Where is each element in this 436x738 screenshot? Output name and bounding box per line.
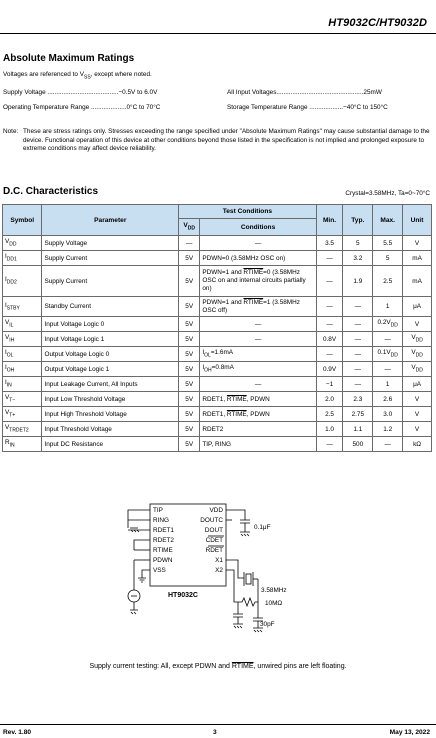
- cell-max: 1: [373, 297, 403, 317]
- table-row: [3, 392, 432, 407]
- cell-max: —: [373, 437, 403, 452]
- table-row: [3, 362, 432, 377]
- col-parameter: Parameter: [42, 205, 179, 236]
- cell-parameter: Supply Current: [42, 266, 179, 297]
- footer-date: May 13, 2022: [389, 729, 430, 736]
- col-conditions: Conditions: [200, 219, 316, 236]
- cell-unit: μA: [403, 377, 432, 392]
- abs-max-intro: Voltages are referenced to $V_{SS}$, except where noted.: [3, 71, 152, 81]
- table-row: [3, 297, 432, 317]
- cell-conditions: RDET1, RTIME, PDWN: [200, 392, 316, 407]
- cell-vdd: 5V: [179, 422, 200, 437]
- col-typ: Typ.: [343, 205, 373, 236]
- circuit-caption: Supply current testing: All, except PDWN and RTIME, unwired pins are left floating.: [89, 663, 347, 670]
- crystal-label: 3.58MHz: [261, 587, 287, 594]
- table-row: [3, 437, 432, 452]
- pin-tip: TIP: [153, 507, 163, 514]
- rating-input-voltages: All Input Voltages.................................................25mW: [227, 89, 382, 96]
- cell-min: 3.5: [316, 236, 343, 251]
- capacitor-icon: [240, 520, 250, 523]
- cell-unit: μA: [403, 297, 432, 317]
- cell-min: —: [316, 266, 343, 297]
- chip-name: HT9032C: [168, 592, 198, 599]
- cell-conditions: —: [200, 317, 316, 332]
- cell-symbol: $I_{STBY}$: [3, 297, 42, 317]
- header-rule: [0, 33, 436, 34]
- cell-vdd: 5V: [179, 347, 200, 362]
- cell-parameter: Input Voltage Logic 0: [42, 317, 179, 332]
- crystal-icon: [246, 574, 251, 584]
- cell-min: —: [316, 317, 343, 332]
- cell-conditions: —: [200, 377, 316, 392]
- table-row: [3, 317, 432, 332]
- pin-cdet: CDET: [205, 537, 223, 544]
- cell-conditions: RDET1, RTIME, PDWN: [200, 407, 316, 422]
- table-row: [3, 266, 432, 297]
- pin-x2: X2: [215, 567, 223, 574]
- cell-max: 1.2: [373, 422, 403, 437]
- cell-min: 2.0: [316, 392, 343, 407]
- cell-min: 0.9V: [316, 362, 343, 377]
- test-circuit-diagram: [120, 492, 320, 642]
- cell-conditions: $I_{OH}=0.8mA$: [200, 362, 316, 377]
- cell-vdd: 5V: [179, 437, 200, 452]
- table-row: [3, 377, 432, 392]
- cell-parameter: Output Voltage Logic 0: [42, 347, 179, 362]
- cell-symbol: $I_{DD1}$: [3, 251, 42, 266]
- cell-parameter: Input Threshold Voltage: [42, 422, 179, 437]
- cell-max: —: [373, 332, 403, 347]
- cell-max: —: [373, 362, 403, 377]
- pin-ring: RING: [153, 517, 169, 524]
- dc-heading: D.C. Characteristics: [3, 186, 99, 197]
- cell-conditions: PDWN=1 and RTIME=1 (3.58MHz OSC off): [200, 297, 316, 317]
- cell-unit: mA: [403, 251, 432, 266]
- cell-max: 5.5: [373, 236, 403, 251]
- cell-min: −1: [316, 377, 343, 392]
- pin-vss: VSS: [153, 567, 166, 574]
- cell-conditions: TIP, RING: [200, 437, 316, 452]
- capacitor-icon: [233, 614, 243, 617]
- cell-min: 1.0: [316, 422, 343, 437]
- pin-rdet: RDET: [205, 547, 223, 554]
- table-row: [3, 347, 432, 362]
- resistor-label: 10MΩ: [265, 600, 283, 607]
- cell-vdd: 5V: [179, 392, 200, 407]
- cell-unit: $V_{DD}$: [403, 332, 432, 347]
- table-row: [3, 332, 432, 347]
- col-min: Min.: [316, 205, 343, 236]
- wire-rdet2: [134, 540, 150, 550]
- ground-icon: [130, 602, 138, 614]
- cell-typ: —: [343, 362, 373, 377]
- wire-tip: [128, 510, 150, 528]
- cell-symbol: $I_{OH}$: [3, 362, 42, 377]
- cell-unit: $V_{DD}$: [403, 362, 432, 377]
- ground-icon: [138, 578, 146, 582]
- stress-note: [3, 128, 431, 154]
- cell-max: 2.5: [373, 266, 403, 297]
- cell-typ: —: [343, 297, 373, 317]
- cell-max: $0.1V_{DD}$: [373, 347, 403, 362]
- cell-min: —: [316, 297, 343, 317]
- cell-vdd: 5V: [179, 407, 200, 422]
- cell-unit: V: [403, 236, 432, 251]
- wire-x2: [226, 570, 238, 602]
- rating-supply-voltage: Supply Voltage ........................................−0.5V to 6.0V: [3, 89, 158, 96]
- rating-operating-temp: Operating Temperature Range ....................0°C to 70°C: [3, 104, 161, 111]
- cap2-label: 30pF: [260, 621, 275, 628]
- pin-rdet2: RDET2: [153, 537, 174, 544]
- cell-typ: —: [343, 317, 373, 332]
- pin-pdwn: PDWN: [153, 557, 173, 564]
- cell-symbol: $R_{IN}$: [3, 437, 42, 452]
- cell-unit: $V_{DD}$: [403, 347, 432, 362]
- pin-rtime: RTIME: [153, 547, 173, 554]
- cell-unit: mA: [403, 266, 432, 297]
- cell-typ: 2.3: [343, 392, 373, 407]
- cap-label: 0.1μF: [254, 524, 271, 531]
- cell-typ: 5: [343, 236, 373, 251]
- cell-unit: V: [403, 407, 432, 422]
- wire-x1: [226, 560, 244, 578]
- cell-symbol: $I_{DD2}$: [3, 266, 42, 297]
- cell-conditions: PDWN=0 (3.58MHz OSC on): [200, 251, 316, 266]
- cell-typ: 3.2: [343, 251, 373, 266]
- cell-min: 2.5: [316, 407, 343, 422]
- cell-conditions: —: [200, 236, 316, 251]
- cell-vdd: 5V: [179, 317, 200, 332]
- cell-parameter: Input High Threshold Voltage: [42, 407, 179, 422]
- cell-max: 2.6: [373, 392, 403, 407]
- col-max: Max.: [373, 205, 403, 236]
- col-unit: Unit: [403, 205, 432, 236]
- col-symbol: Symbol: [3, 205, 42, 236]
- cell-vdd: 5V: [179, 377, 200, 392]
- col-test-conditions: Test Conditions: [179, 205, 317, 219]
- cell-max: 3.0: [373, 407, 403, 422]
- cell-vdd: 5V: [179, 297, 200, 317]
- cell-parameter: Input Voltage Logic 1: [42, 332, 179, 347]
- resistor-icon: [238, 598, 258, 606]
- cell-symbol: $V_{IL}$: [3, 317, 42, 332]
- pin-rdet1: RDET1: [153, 527, 174, 534]
- cell-parameter: Input Low Threshold Voltage: [42, 392, 179, 407]
- cell-typ: 500: [343, 437, 373, 452]
- table-row: [3, 422, 432, 437]
- cell-parameter: Supply Current: [42, 251, 179, 266]
- cell-conditions: —: [200, 332, 316, 347]
- cell-symbol: $V_{T-}$: [3, 392, 42, 407]
- cell-parameter: Standby Current: [42, 297, 179, 317]
- pin-doutc: DOUTC: [200, 517, 223, 524]
- ground-icon: [240, 523, 250, 536]
- cell-vdd: 5V: [179, 362, 200, 377]
- cell-vdd: 5V: [179, 266, 200, 297]
- cell-max: 1: [373, 377, 403, 392]
- cell-max: 5: [373, 251, 403, 266]
- table-row: [3, 407, 432, 422]
- cell-symbol: $V_{DD}$: [3, 236, 42, 251]
- note-text: These are stress ratings only. Stresses exceeding the range specified under "Absolute Maximum Ratings" may cause substantial damage to the device. Functional operation of this device at other conditions beyond those listed in the specification is not implied and prolonged exposure to extreme conditions may affect device reliability.: [23, 128, 430, 153]
- wire-vss: [142, 570, 150, 578]
- cell-typ: —: [343, 332, 373, 347]
- cell-vdd: 5V: [179, 332, 200, 347]
- dc-characteristics-table: [2, 204, 432, 452]
- document-title: HT9032C/HT9032D: [328, 17, 427, 29]
- ground-icon: [233, 617, 243, 628]
- cell-conditions: $I_{OL}=1.6mA$: [200, 347, 316, 362]
- cell-symbol: $I_{IN}$: [3, 377, 42, 392]
- cell-symbol: $V_{T+}$: [3, 407, 42, 422]
- footer-page-number: 3: [213, 729, 217, 736]
- cell-min: 0.8V: [316, 332, 343, 347]
- cell-conditions: RDET2: [200, 422, 316, 437]
- table-row: [3, 251, 432, 266]
- cell-conditions: PDWN=1 and RTIME=0 (3.58MHz OSC on and internal circuits partially on): [200, 266, 316, 297]
- table-row: [3, 236, 432, 251]
- pin-x1: X1: [215, 557, 223, 564]
- cell-typ: 1.9: [343, 266, 373, 297]
- cell-unit: V: [403, 422, 432, 437]
- cell-unit: V: [403, 317, 432, 332]
- cell-parameter: Input Leakage Current, All Inputs: [42, 377, 179, 392]
- cell-vdd: —: [179, 236, 200, 251]
- pin-vdd: VDD: [209, 507, 223, 514]
- cell-max: $0.2V_{DD}$: [373, 317, 403, 332]
- cell-typ: 2.75: [343, 407, 373, 422]
- cell-symbol: $V_{IH}$: [3, 332, 42, 347]
- cell-unit: kΩ: [403, 437, 432, 452]
- cell-symbol: $I_{OL}$: [3, 347, 42, 362]
- cell-typ: —: [343, 377, 373, 392]
- col-vdd: $V_{DD}$: [179, 219, 200, 236]
- cell-min: —: [316, 251, 343, 266]
- cell-unit: V: [403, 392, 432, 407]
- dc-conditions: Crystal=3.58MHz, Ta=0~70°C: [345, 190, 430, 197]
- cell-typ: —: [343, 347, 373, 362]
- pin-dout: DOUT: [204, 527, 223, 534]
- cell-parameter: Input DC Resistance: [42, 437, 179, 452]
- abs-max-heading: Absolute Maximum Ratings: [3, 53, 135, 64]
- cell-vdd: 5V: [179, 251, 200, 266]
- cell-min: —: [316, 347, 343, 362]
- cell-parameter: Supply Voltage: [42, 236, 179, 251]
- note-label: Note:: [3, 128, 19, 135]
- rating-storage-temp: Storage Temperature Range ...................−40°C to 150°C: [227, 104, 388, 111]
- cell-min: —: [316, 437, 343, 452]
- wire-vdd: [226, 510, 245, 520]
- cell-typ: 1.1: [343, 422, 373, 437]
- cell-symbol: $V_{TRDET2}$: [3, 422, 42, 437]
- cell-parameter: Output Voltage Logic 1: [42, 362, 179, 377]
- footer-revision: Rev. 1.80: [3, 729, 32, 736]
- footer-rule: [0, 724, 436, 725]
